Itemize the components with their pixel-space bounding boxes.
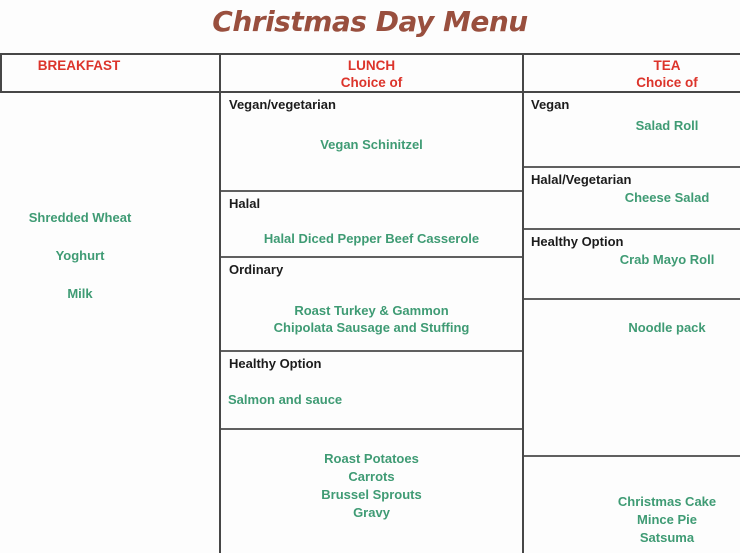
tea-column xyxy=(524,93,740,553)
section-label: Halal xyxy=(229,196,261,211)
lunch-section-healthy-option xyxy=(221,352,522,430)
lunch-header-subtitle: Choice of xyxy=(340,75,403,90)
menu-item: Satsuma xyxy=(639,530,695,545)
menu-item: Brussel Sprouts xyxy=(321,487,422,502)
menu-item: Salmon and sauce xyxy=(228,392,343,407)
breakfast-header-title: BREAKFAST xyxy=(37,58,121,73)
lunch-column-header xyxy=(221,57,522,91)
menu-item: Vegan Schinitzel xyxy=(320,137,423,152)
menu-item: Chipolata Sausage and Stuffing xyxy=(273,320,470,335)
tea-section-healthy-option xyxy=(524,230,740,300)
tea-header-title: TEA xyxy=(653,58,681,73)
menu-item: Roast Turkey & Gammon xyxy=(294,303,449,318)
tea-section-halal-vegetarian xyxy=(524,168,740,230)
menu-item: Mince Pie xyxy=(637,512,697,527)
menu-item: Yoghurt xyxy=(55,248,105,263)
section-label: Healthy Option xyxy=(229,356,322,371)
menu-item: Carrots xyxy=(348,469,395,484)
menu-item: Roast Potatoes xyxy=(324,451,419,466)
section-label: Vegan xyxy=(531,97,570,112)
menu-item: Christmas Cake xyxy=(617,494,717,509)
lunch-header-title: LUNCH xyxy=(347,58,396,73)
lunch-section-sides xyxy=(221,430,522,553)
tea-section-vegan xyxy=(524,93,740,168)
menu-item: Shredded Wheat xyxy=(28,210,132,225)
lunch-section-halal xyxy=(221,192,522,258)
section-label: Ordinary xyxy=(229,262,284,277)
tea-section-noodle xyxy=(524,300,740,457)
tea-header-subtitle: Choice of xyxy=(636,75,698,90)
breakfast-items xyxy=(0,210,160,324)
menu-item: Salad Roll xyxy=(635,118,699,133)
menu-item: Halal Diced Pepper Beef Casserole xyxy=(263,231,480,246)
menu-item: Noodle pack xyxy=(628,320,706,335)
table-top-border xyxy=(0,53,740,55)
breakfast-column-header xyxy=(0,57,220,74)
page-title: Christmas Day Menu xyxy=(212,5,528,38)
lunch-section-ordinary xyxy=(221,258,522,352)
section-label: Vegan/vegetarian xyxy=(229,97,336,112)
section-label: Halal/Vegetarian xyxy=(531,172,632,187)
tea-section-desserts xyxy=(524,457,740,553)
section-label: Healthy Option xyxy=(531,234,624,249)
menu-item: Crab Mayo Roll xyxy=(619,252,715,267)
menu-item: Milk xyxy=(67,286,93,301)
menu-item: Cheese Salad xyxy=(624,190,710,205)
lunch-section-vegan-vegetarian xyxy=(221,93,522,192)
menu-item: Gravy xyxy=(353,505,390,520)
tea-column-header xyxy=(524,57,740,91)
lunch-column xyxy=(221,93,522,553)
